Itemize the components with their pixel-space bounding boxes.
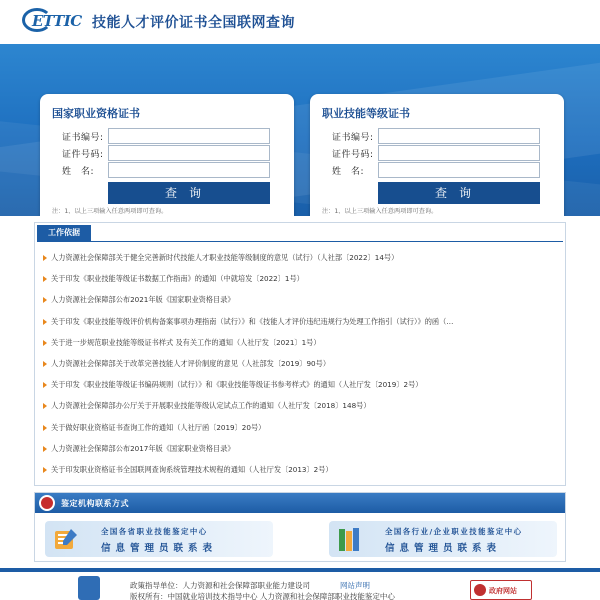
policy-link[interactable]: 关于印发职业资格证书全国联网查询系统管理技术规程的通知（人社厅发〔2013〕2号）: [43, 463, 561, 484]
name-row: [322, 162, 552, 178]
id-number-input[interactable]: [108, 145, 270, 161]
site-declaration-link[interactable]: 网站声明: [340, 581, 370, 590]
books-icon: [335, 525, 365, 553]
certificate-number-input[interactable]: [108, 128, 270, 144]
policy-link[interactable]: 关于做好职业资格证书查询工作的通知（人社厅函〔2019〕20号）: [43, 421, 561, 442]
policy-link[interactable]: 关于印发《职业技能等级证书数据工作指南》的通知（中就培发〔2022〕1号）: [43, 272, 561, 293]
site-title: 技能人才评价证书全国联网查询: [92, 15, 295, 31]
policy-link[interactable]: 关于印发《职业技能等级证书编码规则（试行）》和《职业技能等级证书参考样式》的通知（人社厅发〔2019〕2号）: [43, 378, 561, 399]
note-line: 注：1、以上三项输入任意两项即可查询。: [322, 208, 438, 215]
policy-link[interactable]: 关于进一步规范职业技能等级证书样式 及有关工作的通知（人社厅发〔2021〕1号）: [43, 336, 561, 357]
pencil-note-icon: [51, 525, 81, 553]
logo-text: ETTIC: [32, 12, 82, 30]
name-input[interactable]: [108, 162, 270, 178]
certificate-number-label: 证书编号:: [332, 133, 374, 143]
note-line: 注：1、以上三项输入任意两项即可查询。: [52, 208, 168, 215]
policy-link[interactable]: 人力资源社会保障部关于改革完善技能人才评价制度的意见（人社部发〔2019〕90号）: [43, 357, 561, 378]
header: [0, 0, 600, 44]
name-input[interactable]: [378, 162, 540, 178]
card-line1: 全国各省职业技能鉴定中心: [101, 527, 208, 536]
provincial-center-contacts-link[interactable]: [45, 521, 273, 557]
certificate-number-row: [52, 128, 282, 144]
industry-center-contacts-link[interactable]: [329, 521, 557, 557]
government-emblem-icon: [474, 584, 486, 596]
policy-link[interactable]: 人力资源社会保障部公布2021年版《国家职业资格目录》: [43, 293, 561, 314]
contact-section: [34, 492, 566, 562]
name-label: 姓 名:: [62, 167, 95, 177]
id-number-label: 证件号码:: [332, 150, 374, 160]
government-site-badge[interactable]: [470, 580, 532, 600]
ministry-emblem-icon: [78, 576, 100, 600]
ettic-logo[interactable]: [22, 8, 86, 32]
policy-list: [43, 251, 561, 484]
panel-notes: [52, 207, 284, 216]
panel-title: 国家职业资格证书: [52, 107, 140, 120]
footer-guidance: 政策指导单位：人力资源和社会保障部职业能力建设司: [130, 581, 310, 590]
id-number-label: 证件号码:: [62, 150, 104, 160]
work-basis-section: [34, 222, 566, 486]
contact-title: 鉴定机构联系方式: [61, 499, 129, 508]
contact-header: [35, 493, 565, 513]
policy-link[interactable]: 人力资源社会保障部公布2017年版《国家职业资格目录》: [43, 442, 561, 463]
id-number-row: [52, 145, 282, 161]
card-line2: 信息管理员联系表: [385, 543, 502, 554]
policy-link[interactable]: 人力资源社会保障部办公厅关于开展职业技能等级认定试点工作的通知（人社厅发〔2018〕148号）: [43, 399, 561, 420]
emblem-badge-icon: [39, 495, 55, 511]
name-label: 姓 名:: [332, 167, 365, 177]
query-banner: [0, 44, 600, 216]
footer-copyright: 版权所有：中国就业培训技术指导中心 人力资源和社会保障部职业技能鉴定中心: [130, 592, 395, 600]
id-number-row: [322, 145, 552, 161]
panel-notes: [322, 207, 554, 216]
query-button[interactable]: 查询: [108, 182, 270, 204]
government-site-label: 政府网站: [489, 587, 517, 595]
panel-title: 职业技能等级证书: [322, 107, 410, 120]
certificate-number-input[interactable]: [378, 128, 540, 144]
card-line1: 全国各行业/企业职业技能鉴定中心: [385, 527, 523, 536]
footer: [0, 568, 600, 600]
tab-divider: [37, 241, 563, 242]
name-row: [52, 162, 282, 178]
policy-link[interactable]: 关于印发《职业技能等级评价机构备案事项办理指南（试行）》和《技能人才评价违纪违规行为处理工作指引（试行）》的函（…: [43, 315, 561, 336]
id-number-input[interactable]: [378, 145, 540, 161]
national-qualification-panel: [40, 94, 294, 216]
skill-level-panel: [310, 94, 564, 216]
certificate-number-label: 证书编号:: [62, 133, 104, 143]
card-line2: 信息管理员联系表: [101, 543, 218, 554]
query-button[interactable]: 查询: [378, 182, 540, 204]
certificate-number-row: [322, 128, 552, 144]
policy-link[interactable]: 人力资源社会保障部关于健全完善新时代技能人才职业技能等级制度的意见（试行）（人社部〔2022〕14号）: [43, 251, 561, 272]
work-basis-tab[interactable]: 工作依据: [37, 225, 91, 241]
